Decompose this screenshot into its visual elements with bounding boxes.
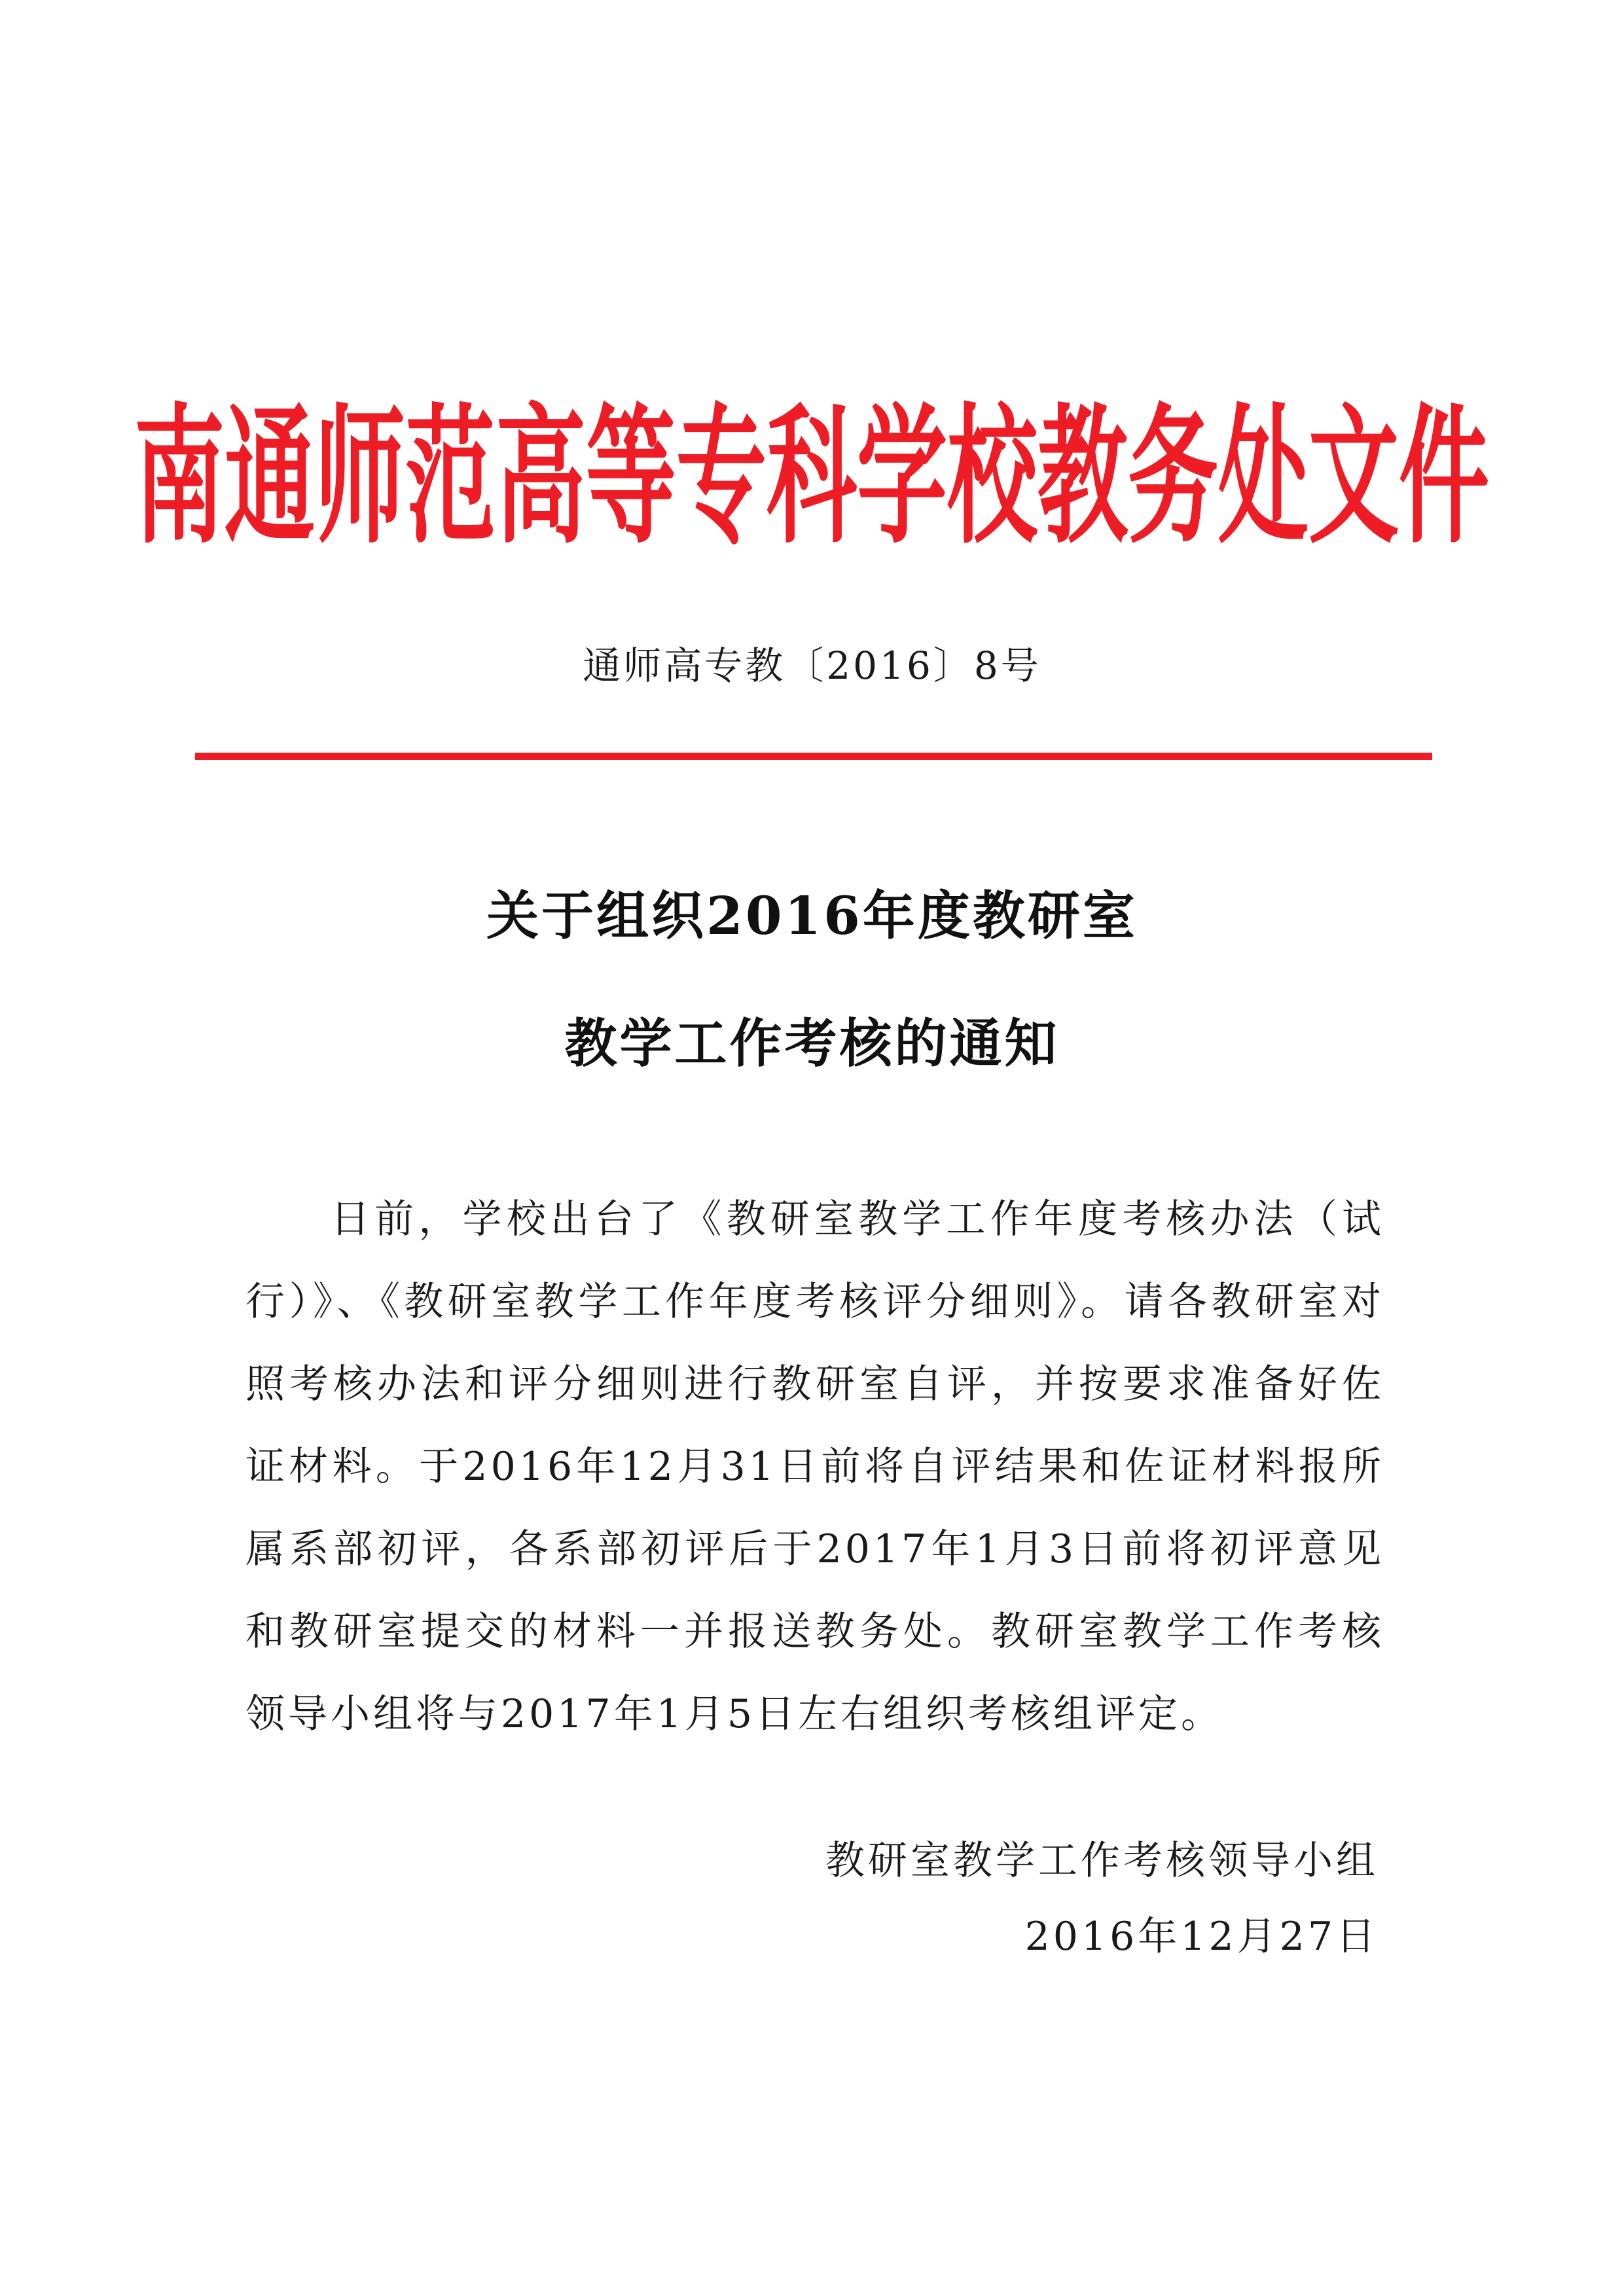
body-paragraph: 日前，学校出台了《教研室教学工作年度考核办法（试行）》、《教研室教学工作年度考核评分细则》。请各教研室对照考核办法和评分细则进行教研室自评，并按要求准备好佐证材料。于2016年12月31日前将自评结果和佐证材料报所属系部初评，各系部初评后于2017年1月3日前将初评意见和教研室提交的材料一并报送教务处。教研室教学工作考核领导小组将与2017年1月5日左右组织考核组评定。 bbox=[245, 1196, 1384, 1737]
masthead bbox=[134, 367, 1490, 564]
red-divider-line bbox=[195, 753, 1432, 760]
document-number: 通师高专教〔2016〕8号 bbox=[583, 643, 1041, 688]
masthead-title: 南通师范高等专科学校教务处文件 bbox=[134, 390, 1490, 564]
notice-title-line-2: 教学工作考核的通知 bbox=[564, 1013, 1060, 1074]
issue-date: 2016年12月27日 bbox=[1024, 1914, 1379, 1960]
issuing-organization: 教研室教学工作考核领导小组 bbox=[825, 1838, 1379, 1884]
notice-title-line-1: 关于组织2016年度教研室 bbox=[486, 885, 1138, 946]
signature-block bbox=[825, 1823, 1379, 1975]
